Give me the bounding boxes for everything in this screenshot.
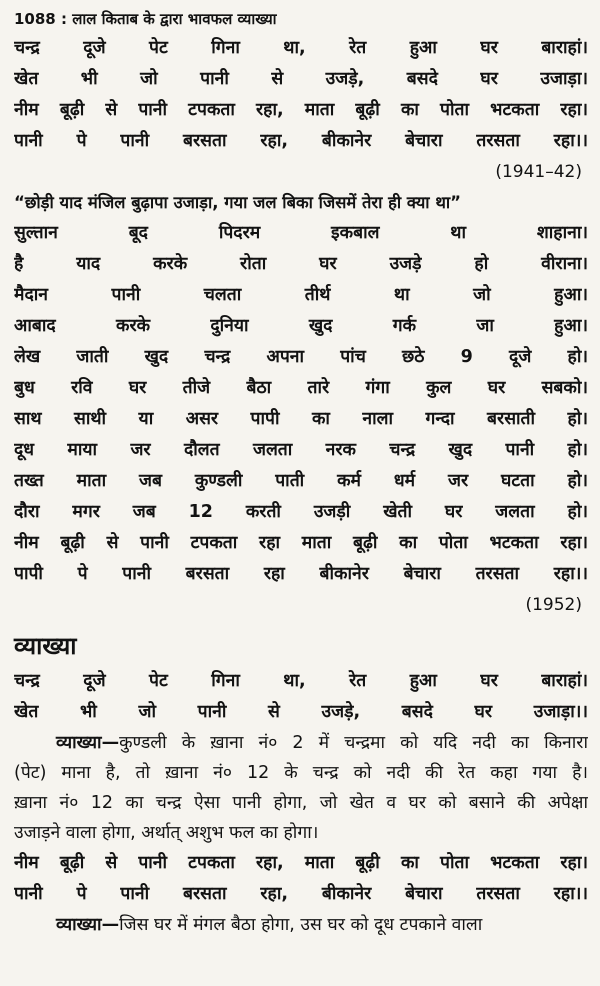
explanation-row: (पेट) माना है, तो ख़ाना नं० 12 के चन्द्र को नदी की रेत कहा गया है। <box>14 763 588 783</box>
verse-line: पानी पे पानी बरसता रहा, बीकानेर बेचारा तरसता रहा।। <box>14 884 588 904</box>
verse-line: साथ साथी या असर पापी का नाला गन्दा बरसाती हो। <box>14 409 588 429</box>
verse-date: (1941–42) <box>495 162 582 182</box>
explanation-row: उजाड़ने वाला होगा, अर्थात् अशुभ फल का होगा। <box>14 823 319 843</box>
explanation-label: व्याख्या— <box>56 733 120 753</box>
verse-line: पानी पे पानी बरसता रहा, बीकानेर बेचारा तरसता रहा।। <box>14 131 588 151</box>
verse-date: (1952) <box>525 595 582 615</box>
explanation-row: ख़ाना नं० 12 का चन्द्र ऐसा पानी होगा, जो खेत व घर को बसाने की अपेक्षा <box>14 793 588 813</box>
verse-block-4 <box>14 848 588 910</box>
explanation-text: कुण्डली के ख़ाना नं० 2 में चन्द्रमा को यदि नदी का किनारा <box>119 733 588 753</box>
verse-line: बुध रवि घर तीजे बैठा तारे गंगा कुल घर सबको। <box>14 378 588 398</box>
verse-block-3 <box>14 666 588 728</box>
explanation-row <box>14 910 588 940</box>
quote-line: “छोड़ी याद मंजिल बुढ़ापा उजाड़ा, गया जल बिका जिसमें तेरा ही क्या था” <box>14 193 461 212</box>
verse-line: दौरा मगर जब 12 करती उजड़ी खेती घर जलता हो। <box>14 502 588 522</box>
verse-block-2 <box>14 218 588 590</box>
verse-line: चन्द्र दूजे पेट गिना था, रेत हुआ घर बाराहां। <box>14 671 588 691</box>
explanation-text: जिस घर में मंगल बैठा होगा, उस घर को दूध टपकाने वाला <box>119 915 483 935</box>
verse-line: मैदान पानी चलता तीर्थ था जो हुआ। <box>14 285 588 305</box>
verse-line: चन्द्र दूजे पेट गिना था, रेत हुआ घर बाराहां। <box>14 38 588 58</box>
explanation-paragraph <box>14 728 588 848</box>
verse-line: नीम बूढ़ी से पानी टपकता रहा, माता बूढ़ी का पोता भटकता रहा। <box>14 853 588 873</box>
verse-line: आबाद करके दुनिया खुद गर्क जा हुआ। <box>14 316 588 336</box>
verse-line: पापी पे पानी बरसता रहा बीकानेर बेचारा तरसता रहा।। <box>14 564 588 584</box>
explanation-row <box>14 728 588 758</box>
verse-line: खेत भी जो पानी से उजड़े, बसदे घर उजाड़ा।। <box>14 702 588 722</box>
verse-line: दूध माया जर दौलत जलता नरक चन्द्र खुद पानी हो। <box>14 440 588 460</box>
verse-block-1 <box>14 33 588 157</box>
verse-line: तख्त माता जब कुण्डली पाती कर्म धर्म जर घटता हो। <box>14 471 588 491</box>
verse-line: नीम बूढ़ी से पानी टपकता रहा माता बूढ़ी का पोता भटकता रहा। <box>14 533 588 553</box>
verse-line: सुल्तान बूद पिदरम इकबाल था शाहाना। <box>14 223 588 243</box>
verse-line: खेत भी जो पानी से उजड़े, बसदे घर उजाड़ा। <box>14 69 588 89</box>
section-heading: व्याख्या <box>14 632 77 660</box>
page-header: 1088 : लाल किताब के द्वारा भावफल व्याख्या <box>14 10 277 28</box>
explanation-label: व्याख्या— <box>56 915 120 935</box>
verse-line: नीम बूढ़ी से पानी टपकता रहा, माता बूढ़ी का पोता भटकता रहा। <box>14 100 588 120</box>
explanation-paragraph <box>14 910 588 940</box>
verse-line: लेख जाती खुद चन्द्र अपना पांच छठे 9 दूजे हो। <box>14 347 588 367</box>
verse-line: है याद करके रोता घर उजड़े हो वीराना। <box>14 254 588 274</box>
